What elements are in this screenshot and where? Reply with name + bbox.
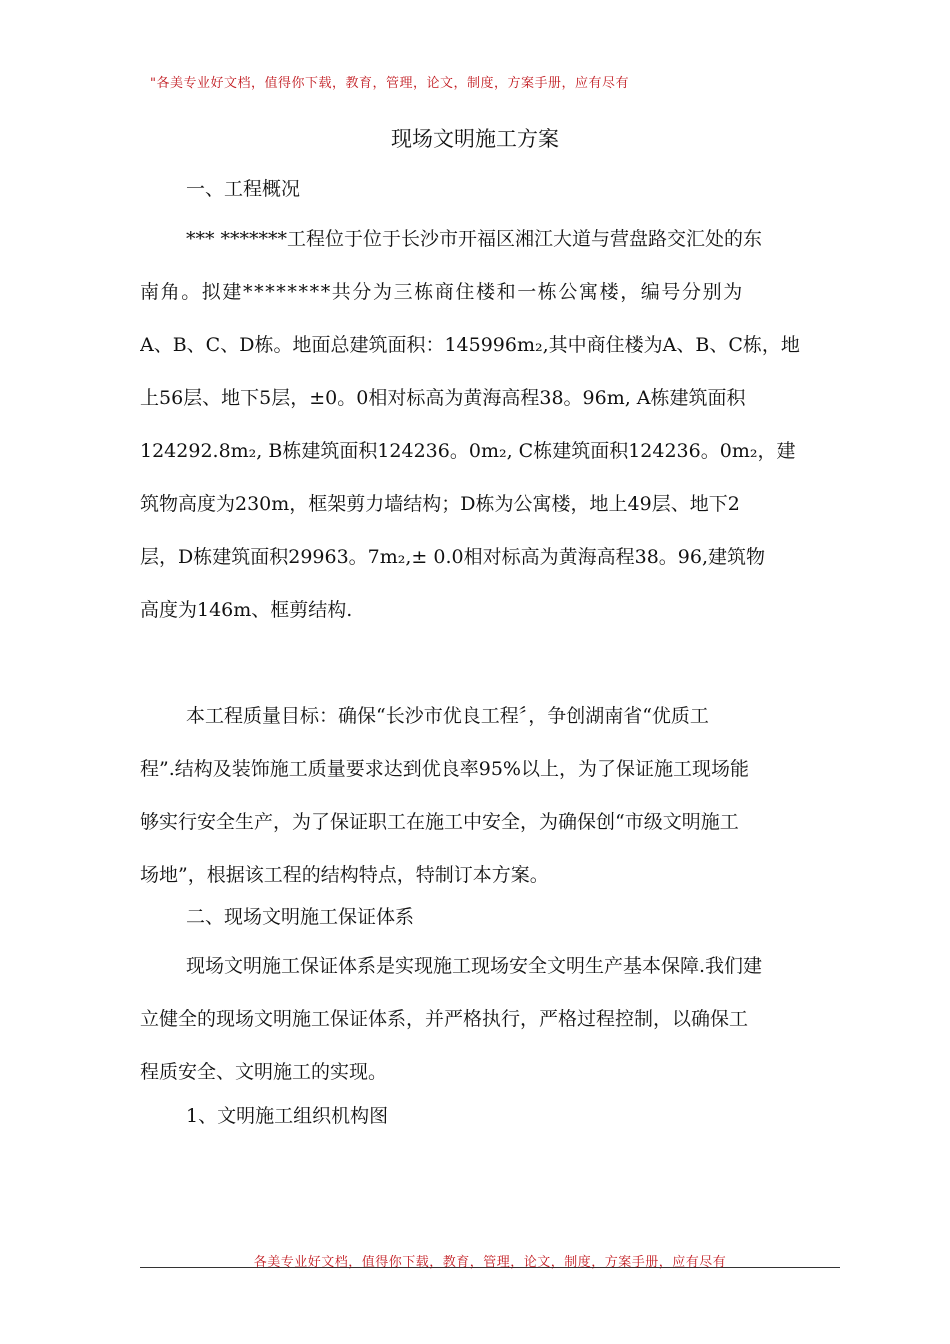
paragraph-line: 上56层、地下5层，±0。0相对标高为黄海高程38。96m, A栋建筑面积 xyxy=(140,387,746,409)
paragraph-line: 124292.8m₂, B栋建筑面积124236。0m₂, C栋建筑面积124236。0m₂，建 xyxy=(140,440,796,462)
document-title: 现场文明施工方案 xyxy=(391,127,559,151)
subsection-heading-org-chart: 1、文明施工组织机构图 xyxy=(186,1105,389,1127)
paragraph-line: *** *******工程位于位于长沙市开福区湘江大道与营盘路交汇处的东 xyxy=(186,228,763,250)
paragraph-line: 筑物高度为230m，框架剪力墙结构；D栋为公寓楼，地上49层、地下2 xyxy=(140,493,740,515)
paragraph-line: 现场文明施工保证体系是实现施工现场安全文明生产基本保障.我们建 xyxy=(186,955,763,977)
paragraph-quality-goal xyxy=(140,690,840,902)
paragraph-line: 场地”，根据该工程的结构特点，特制订本方案。 xyxy=(140,864,549,886)
footer-divider xyxy=(140,1267,840,1268)
paragraph-line: 高度为146m、框剪结构. xyxy=(140,599,353,621)
paragraph-guarantee-system xyxy=(140,940,840,1099)
paragraph-line: 南角。拟建********共分为三栋商住楼和一栋公寓楼，编号分别为 xyxy=(140,281,744,303)
section-heading-guarantee-system: 二、现场文明施工保证体系 xyxy=(186,906,415,928)
paragraph-line: A、B、C、D栋。地面总建筑面积：145996m₂,其中商住楼为A、B、C栋，地 xyxy=(140,334,800,356)
header-banner: "各美专业好文档，值得你下载，教育，管理，论文，制度，方案手册，应有尽有 xyxy=(150,76,629,91)
paragraph-project-overview xyxy=(140,213,840,637)
paragraph-line: 程”.结构及装饰施工质量要求达到优良率95%以上，为了保证施工现场能 xyxy=(140,758,749,780)
paragraph-line: 程质安全、文明施工的实现。 xyxy=(140,1061,388,1083)
section-heading-overview: 一、工程概况 xyxy=(186,178,301,200)
paragraph-line: 立健全的现场文明施工保证体系，并严格执行，严格过程控制，以确保工 xyxy=(140,1008,749,1030)
footer-banner: 各美专业好文档，值得你下载，教育，管理，论文，制度，方案手册，应有尽有 xyxy=(253,1255,727,1270)
paragraph-line: 够实行安全生产，为了保证职工在施工中安全，为确保创“市级文明施工 xyxy=(140,811,739,833)
paragraph-line: 本工程质量目标：确保“长沙市优良工程〞，争创湖南省“优质工 xyxy=(186,705,709,727)
paragraph-line: 层，D栋建筑面积29963。7m₂,± 0.0相对标高为黄海高程38。96,建筑物 xyxy=(140,546,766,568)
